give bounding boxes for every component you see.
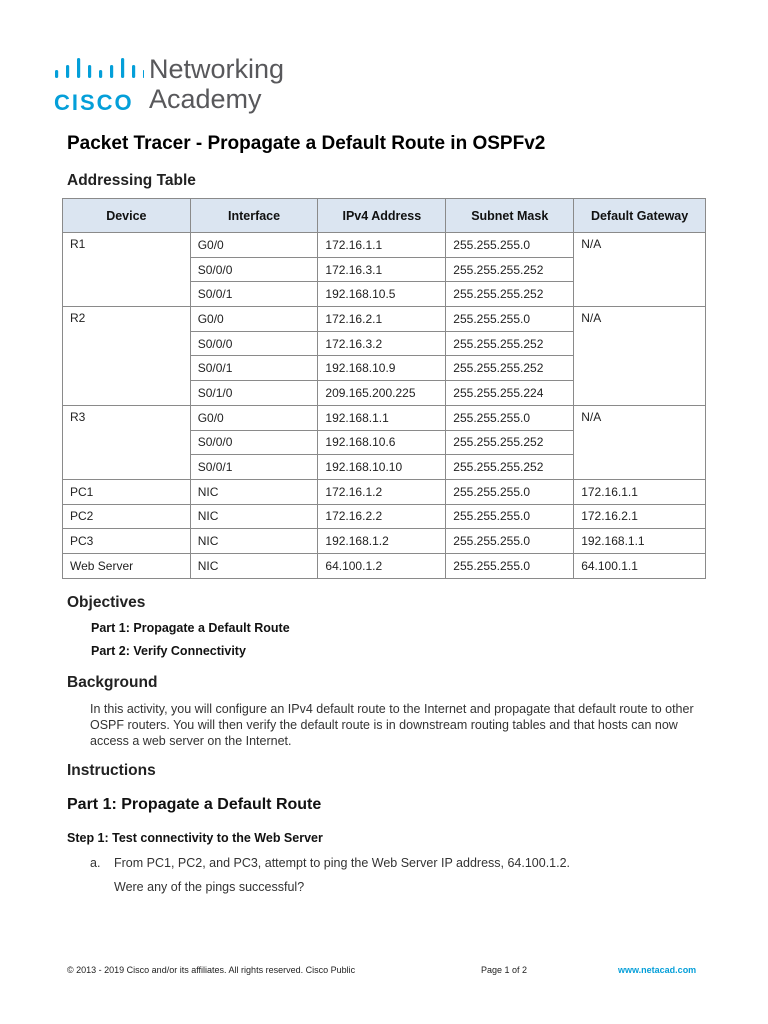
logo-academy-text: Academy — [149, 84, 262, 114]
cell-subnet-mask: 255.255.255.0 — [446, 504, 574, 529]
cell-ipv4-address: 192.168.1.1 — [318, 405, 446, 430]
table-row — [63, 553, 706, 578]
header-subnet-mask: Subnet Mask — [446, 199, 574, 233]
table-row — [63, 405, 706, 430]
background-line: access a web server on the Internet. — [90, 734, 292, 748]
header-default-gateway: Default Gateway — [574, 199, 706, 233]
cell-subnet-mask: 255.255.255.0 — [446, 233, 574, 258]
background-heading: Background — [67, 674, 158, 691]
header-interface: Interface — [190, 199, 318, 233]
cell-subnet-mask: 255.255.255.0 — [446, 479, 574, 504]
cell-default-gateway: N/A — [574, 405, 706, 479]
cell-subnet-mask: 255.255.255.0 — [446, 307, 574, 332]
table-row — [63, 529, 706, 554]
cell-interface: G0/0 — [190, 405, 318, 430]
item-a-letter: a. — [90, 856, 101, 870]
cell-subnet-mask: 255.255.255.252 — [446, 356, 574, 381]
step-1-heading: Step 1: Test connectivity to the Web Server — [67, 831, 323, 845]
cell-interface: S0/0/0 — [190, 257, 318, 282]
background-line: In this activity, you will configure an IPv4 default route to the Internet and propagate that default route to other — [90, 702, 694, 716]
cell-subnet-mask: 255.255.255.252 — [446, 331, 574, 356]
cisco-networking-academy-logo — [54, 54, 314, 118]
cell-default-gateway: 172.16.2.1 — [574, 504, 706, 529]
cell-device: PC2 — [63, 504, 191, 529]
cell-interface: G0/0 — [190, 307, 318, 332]
cell-device: R2 — [63, 307, 191, 406]
cell-ipv4-address: 172.16.3.1 — [318, 257, 446, 282]
cell-subnet-mask: 255.255.255.252 — [446, 257, 574, 282]
cell-device: Web Server — [63, 553, 191, 578]
cell-subnet-mask: 255.255.255.252 — [446, 455, 574, 480]
cell-ipv4-address: 172.16.2.1 — [318, 307, 446, 332]
cell-ipv4-address: 209.165.200.225 — [318, 381, 446, 406]
cell-subnet-mask: 255.255.255.252 — [446, 430, 574, 455]
cell-device: R1 — [63, 233, 191, 307]
cell-subnet-mask: 255.255.255.0 — [446, 553, 574, 578]
cell-ipv4-address: 172.16.1.1 — [318, 233, 446, 258]
cell-interface: S0/0/0 — [190, 331, 318, 356]
table-row — [63, 479, 706, 504]
header-device: Device — [63, 199, 191, 233]
objective-part-1: Part 1: Propagate a Default Route — [91, 621, 290, 635]
cell-interface: NIC — [190, 504, 318, 529]
objective-part-2: Part 2: Verify Connectivity — [91, 644, 246, 658]
cell-interface: S0/0/1 — [190, 282, 318, 307]
table-row — [63, 233, 706, 258]
cell-interface: NIC — [190, 529, 318, 554]
cell-default-gateway: 192.168.1.1 — [574, 529, 706, 554]
cell-subnet-mask: 255.255.255.0 — [446, 405, 574, 430]
cell-device: R3 — [63, 405, 191, 479]
cell-device: PC3 — [63, 529, 191, 554]
cell-default-gateway: 172.16.1.1 — [574, 479, 706, 504]
part-1-heading: Part 1: Propagate a Default Route — [67, 796, 322, 813]
cell-ipv4-address: 172.16.2.2 — [318, 504, 446, 529]
header-ipv4-address: IPv4 Address — [318, 199, 446, 233]
cell-ipv4-address: 192.168.10.10 — [318, 455, 446, 480]
background-line: OSPF routers. You will then verify the default route is in downstream routing tables and that hosts can now — [90, 718, 678, 732]
cell-ipv4-address: 192.168.10.6 — [318, 430, 446, 455]
addressing-table-heading: Addressing Table — [67, 172, 196, 189]
cell-subnet-mask: 255.255.255.252 — [446, 282, 574, 307]
footer-copyright: © 2013 - 2019 Cisco and/or its affiliates. All rights reserved. Cisco Public — [67, 965, 356, 975]
table-row — [63, 504, 706, 529]
cisco-bars-icon — [54, 58, 144, 84]
addressing-table — [62, 198, 706, 579]
cell-ipv4-address: 64.100.1.2 — [318, 553, 446, 578]
cell-subnet-mask: 255.255.255.0 — [446, 529, 574, 554]
cell-ipv4-address: 192.168.10.9 — [318, 356, 446, 381]
cell-default-gateway: 64.100.1.1 — [574, 553, 706, 578]
cell-default-gateway: N/A — [574, 307, 706, 406]
addressing-table-body — [63, 233, 706, 579]
logo-cisco-text: CISCO — [54, 90, 134, 115]
page-title: Packet Tracer - Propagate a Default Route in OSPFv2 — [67, 133, 546, 154]
table-header-row — [63, 199, 706, 233]
cell-device: PC1 — [63, 479, 191, 504]
objectives-heading: Objectives — [67, 594, 146, 611]
cell-interface: S0/0/1 — [190, 356, 318, 381]
table-row — [63, 307, 706, 332]
footer-page-number: Page 1 of 2 — [481, 965, 528, 975]
cell-default-gateway: N/A — [574, 233, 706, 307]
cell-interface: S0/0/0 — [190, 430, 318, 455]
cell-ipv4-address: 192.168.10.5 — [318, 282, 446, 307]
cell-ipv4-address: 172.16.1.2 — [318, 479, 446, 504]
item-a-text: From PC1, PC2, and PC3, attempt to ping the Web Server IP address, 64.100.1.2. — [114, 856, 571, 870]
cell-interface: NIC — [190, 553, 318, 578]
cell-ipv4-address: 172.16.3.2 — [318, 331, 446, 356]
cell-interface: S0/1/0 — [190, 381, 318, 406]
cell-ipv4-address: 192.168.1.2 — [318, 529, 446, 554]
instructions-heading: Instructions — [67, 762, 156, 779]
logo-networking-text: Networking — [149, 54, 285, 84]
cell-interface: G0/0 — [190, 233, 318, 258]
cell-interface: S0/0/1 — [190, 455, 318, 480]
footer-url-link[interactable]: www.netacad.com — [618, 965, 697, 975]
cell-interface: NIC — [190, 479, 318, 504]
question-text: Were any of the pings successful? — [114, 880, 305, 894]
background-paragraph — [90, 701, 710, 749]
cell-subnet-mask: 255.255.255.224 — [446, 381, 574, 406]
